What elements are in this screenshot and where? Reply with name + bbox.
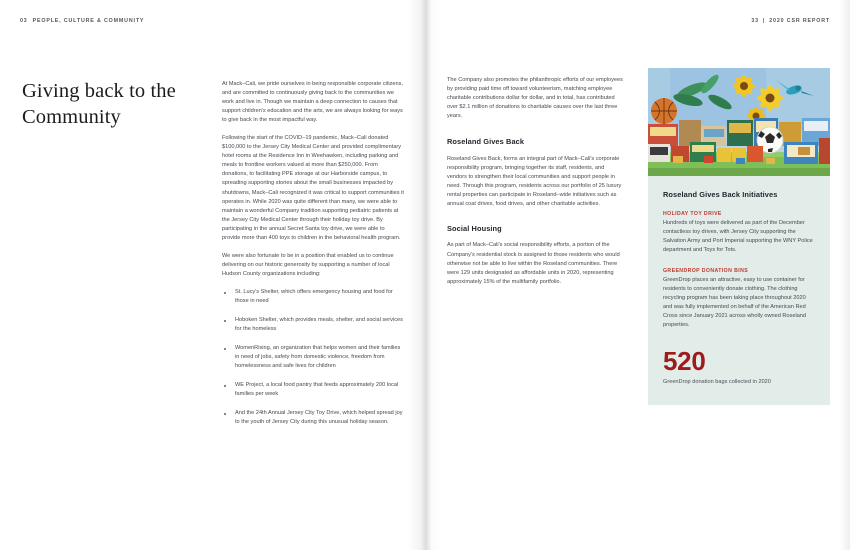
initiative-holiday-toy-drive	[663, 211, 815, 255]
stat-caption: GreenDrop donation bags collected in 2020	[663, 379, 771, 386]
page-edge-shadow	[840, 0, 850, 550]
initiative-label: GREENDROP DONATION BINS	[663, 268, 749, 275]
page-title: Giving back to the Community	[22, 79, 176, 128]
paragraph-local-orgs-intro: We were also fortunate to be in a position that enabled us to continue delivering on our historic generosity by supporting a number of local Hudson County organizations including:	[222, 252, 394, 277]
paragraph-intro: At Mack–Cali, we pride ourselves in being responsible corporate citizens, and are committed to continuously giving back to the communities we work and live in. Though we maintain a deep connection to causes that support children's education and the arts, we are always looking for ways to give back in the most impactful way.	[222, 81, 403, 124]
initiative-body: GreenDrop places an attractive, easy to use container for residents to conveniently donate clothing. The clothing recycling program has been taking place throughout 2020 and was fully implemented on behalf of the American Red Cross since January 2021 across wholly owned Roseland properties.	[663, 277, 807, 329]
section-name: PEOPLE, CULTURE & COMMUNITY	[32, 18, 145, 24]
report-name: 2020 CSR REPORT	[769, 18, 830, 24]
running-head-separator: |	[762, 18, 766, 24]
paragraph-employee-philanthropy: The Company also promotes the philanthropic efforts of our employees by providing paid time off toward volunteerism, matching employee charitable contributions dollar for dollar, and in total, has contributed over $2.1 million of donations to charitable causes over the last three years.	[447, 77, 623, 120]
running-head-left	[20, 18, 144, 24]
paragraph-roseland-gives-back: Roseland Gives Back, forms an integral part of Mack–Cali's corporate responsibility program, bringing together its staff, residents, and vendors to strengthen their local communities and support people in need. Through this program, residents across our portfolio of 25 luxury rental properties can participate in Roseland–wide initiatives such as annual coat drives, food drives, and other charitable activities.	[447, 156, 622, 208]
paragraph-social-housing: As part of Mack–Cali's social responsibility efforts, a portion of the Company's residential stock is assigned to those residents who would otherwise not be able to live within the Roseland communities. There were 129 units designated as affordable units in 2020, representing approximately 15% of the multifamily portfolio.	[447, 242, 620, 285]
toy-drive-photo	[648, 68, 830, 176]
panel-heading: Roseland Gives Back Initiatives	[663, 190, 778, 199]
list-item: WE Project, a local food pantry that feeds approximately 200 local families per week	[222, 381, 404, 399]
stat-value: 520	[663, 346, 706, 377]
sidebar	[648, 68, 830, 405]
list-item: Hoboken Shelter, which provides meals, shelter, and social services for the homeless	[222, 316, 404, 334]
toy-drive-photo-illustration	[648, 68, 830, 176]
initiative-label: HOLIDAY TOY DRIVE	[663, 211, 722, 217]
initiative-greendrop-donation-bins	[663, 268, 815, 330]
paragraph-covid-response: Following the start of the COVID–19 pandemic, Mack–Cali donated $100,000 to the Jersey City Medical Center and provided complimentary hotel rooms at the Residence Inn in Weehawken, including parking and meals to frontline workers valued at more than $250,000. From donations, to facilitating PPE storage at our Harborside campus, to spreading supporting stories about the small businesses impacted by shutdowns, Mack–Cali recognized it was critical to support communities it operates in. While 2020 was quite different than many, we were able to maintain a wonderful Company tradition supporting pediatric patients at the Jersey City Medical Center through their holiday toy drive. By participating in the annual Secret Santa toy drive, we were able to provide more than 400 toys to children in the behavioral health program.	[222, 135, 404, 241]
body-column-right	[447, 76, 625, 296]
running-head-right	[751, 18, 830, 24]
list-item: St. Lucy's Shelter, which offers emergency housing and food for those in need	[222, 288, 404, 306]
section-number: 03	[20, 18, 28, 24]
initiatives-panel	[648, 176, 830, 405]
page-number: 33	[751, 18, 759, 24]
initiative-body: Hundreds of toys were delivered as part of the December contactless toy drives, with Jersey City supporting the Salvation Army and Port Imperial supporting the WNY Police department and Toys for Tots.	[663, 220, 813, 254]
list-item: WomenRising, an organization that helps women and their families in need of jobs, safety from domestic violence, freedom from homelessness and safe lives for children	[222, 344, 404, 371]
heading-social-housing: Social Housing	[447, 223, 502, 233]
list-item: And the 24th Annual Jersey City Toy Drive, which helped spread joy to the youth of Jersey City during this unusual holiday season.	[222, 409, 404, 427]
heading-roseland-gives-back: Roseland Gives Back	[447, 137, 525, 147]
page-spine-shadow	[408, 0, 442, 550]
body-column-left	[222, 80, 404, 437]
local-organizations-list	[222, 288, 404, 428]
greendrop-stat	[663, 348, 815, 387]
